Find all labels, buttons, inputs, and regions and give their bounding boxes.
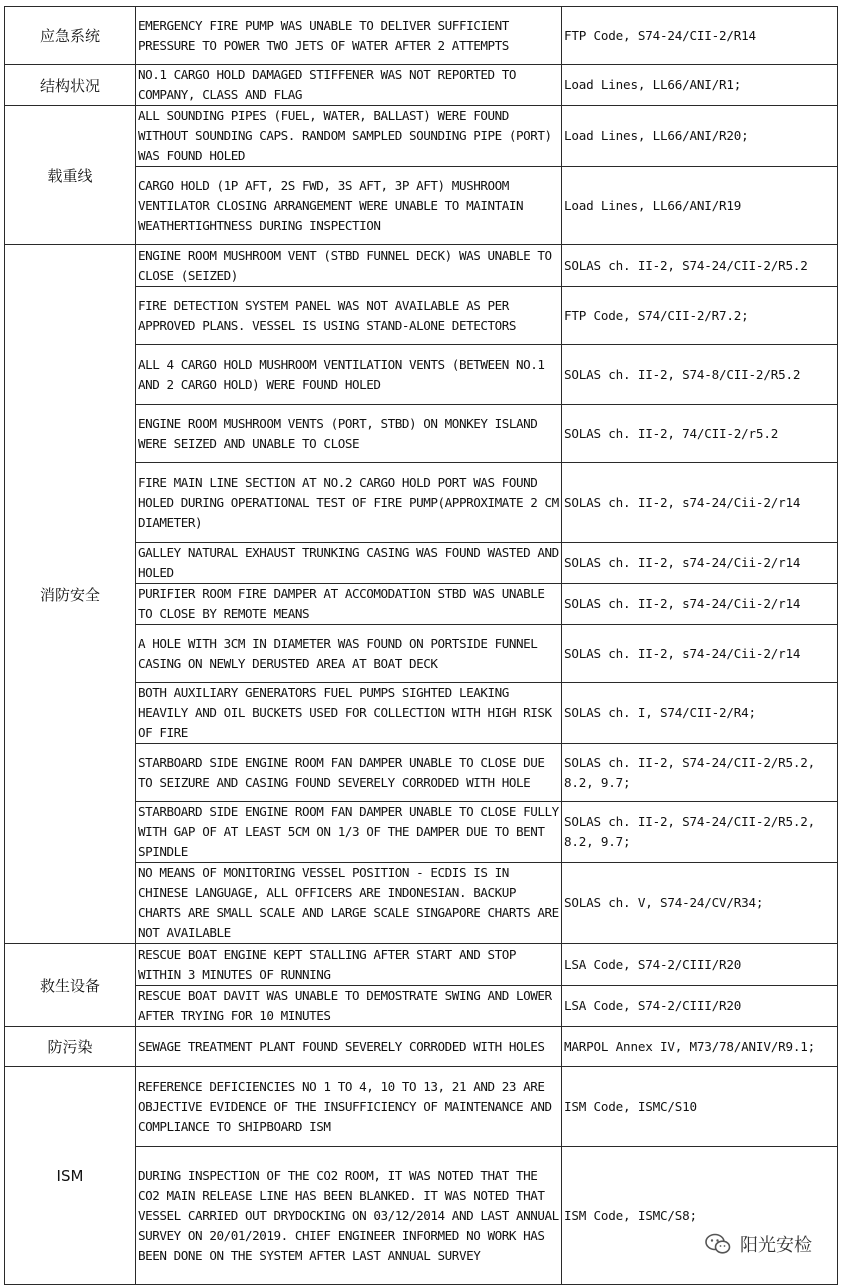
deficiency-description: FIRE MAIN LINE SECTION AT NO.2 CARGO HOLD PORT WAS FOUND HOLED DURING OPERATIONAL TEST OF FIRE PUMP(APPROXIMATE 2 CM DIAMETER) <box>136 463 562 543</box>
category-cell: 救生设备 <box>5 944 136 1027</box>
deficiency-description: RESCUE BOAT ENGINE KEPT STALLING AFTER START AND STOP WITHIN 3 MINUTES OF RUNNING <box>136 944 562 986</box>
regulation-reference: LSA Code, S74-2/CIII/R20 <box>562 986 838 1027</box>
regulation-reference: Load Lines, LL66/ANI/R19 <box>562 167 838 245</box>
watermark-text: 阳光安检 <box>740 1235 812 1256</box>
table-row <box>5 245 838 287</box>
deficiency-description: ENGINE ROOM MUSHROOM VENT (STBD FUNNEL DECK) WAS UNABLE TO CLOSE (SEIZED) <box>136 245 562 287</box>
table-row <box>5 944 838 986</box>
regulation-reference: Load Lines, LL66/ANI/R20; <box>562 106 838 167</box>
regulation-reference: Load Lines, LL66/ANI/R1; <box>562 65 838 106</box>
regulation-reference: SOLAS ch. II-2, 74/CII-2/r5.2 <box>562 405 838 463</box>
table-row <box>5 106 838 167</box>
regulation-reference: SOLAS ch. II-2, S74-24/CII-2/R5.2, 8.2, 9.7; <box>562 744 838 802</box>
regulation-reference: SOLAS ch. II-2, s74-24/Cii-2/r14 <box>562 584 838 625</box>
deficiency-description: STARBOARD SIDE ENGINE ROOM FAN DAMPER UNABLE TO CLOSE DUE TO SEIZURE AND CASING FOUND SEVERELY CORRODED WITH HOLE <box>136 744 562 802</box>
deficiency-description: ALL SOUNDING PIPES (FUEL, WATER, BALLAST) WERE FOUND WITHOUT SOUNDING CAPS. RANDOM SAMPLED SOUNDING PIPE (PORT) WAS FOUND HOLED <box>136 106 562 167</box>
regulation-reference: SOLAS ch. II-2, S74-24/CII-2/R5.2 <box>562 245 838 287</box>
category-cell: 应急系统 <box>5 7 136 65</box>
regulation-reference: SOLAS ch. II-2, S74-8/CII-2/R5.2 <box>562 345 838 405</box>
deficiency-description: STARBOARD SIDE ENGINE ROOM FAN DAMPER UNABLE TO CLOSE FULLY WITH GAP OF AT LEAST 5CM ON 1/3 OF THE DAMPER DUE TO BENT SPINDLE <box>136 802 562 863</box>
regulation-reference: SOLAS ch. V, S74-24/CV/R34; <box>562 863 838 944</box>
deficiency-description: PURIFIER ROOM FIRE DAMPER AT ACCOMODATION STBD WAS UNABLE TO CLOSE BY REMOTE MEANS <box>136 584 562 625</box>
deficiency-description: NO.1 CARGO HOLD DAMAGED STIFFENER WAS NOT REPORTED TO COMPANY, CLASS AND FLAG <box>136 65 562 106</box>
regulation-reference: SOLAS ch. II-2, s74-24/Cii-2/r14 <box>562 625 838 683</box>
category-cell: 结构状况 <box>5 65 136 106</box>
regulation-reference: LSA Code, S74-2/CIII/R20 <box>562 944 838 986</box>
deficiency-description: REFERENCE DEFICIENCIES NO 1 TO 4, 10 TO 13, 21 AND 23 ARE OBJECTIVE EVIDENCE OF THE INSUFFICIENCY OF MAINTENANCE AND COMPLIANCE TO SHIPBOARD ISM <box>136 1067 562 1147</box>
regulation-reference: MARPOL Annex IV, M73/78/ANIV/R9.1; <box>562 1027 838 1067</box>
deficiency-description: GALLEY NATURAL EXHAUST TRUNKING CASING WAS FOUND WASTED AND HOLED <box>136 543 562 584</box>
category-cell: ISM <box>5 1067 136 1285</box>
table-row <box>5 1027 838 1067</box>
regulation-reference: ISM Code, ISMC/S10 <box>562 1067 838 1147</box>
deficiency-description: SEWAGE TREATMENT PLANT FOUND SEVERELY CORRODED WITH HOLES <box>136 1027 562 1067</box>
deficiency-description: BOTH AUXILIARY GENERATORS FUEL PUMPS SIGHTED LEAKING HEAVILY AND OIL BUCKETS USED FOR COLLECTION WITH HIGH RISK OF FIRE <box>136 683 562 744</box>
watermark <box>700 1229 816 1259</box>
table-row <box>5 7 838 65</box>
regulation-reference: SOLAS ch. II-2, s74-24/Cii-2/r14 <box>562 543 838 584</box>
deficiency-description: DURING INSPECTION OF THE CO2 ROOM, IT WAS NOTED THAT THE CO2 MAIN RELEASE LINE HAS BEEN BLANKED. IT WAS NOTED THAT VESSEL CARRIED OUT DRYDOCKING ON 03/12/2014 AND LAST ANNUAL SURVEY ON 20/01/2019. CHIEF ENGINEER INFORMED NO WORK HAS BEEN DONE ON THE SYSTEM AFTER LAST ANNUAL SURVEY <box>136 1147 562 1285</box>
deficiency-description: A HOLE WITH 3CM IN DIAMETER WAS FOUND ON PORTSIDE FUNNEL CASING ON NEWLY DERUSTED AREA AT BOAT DECK <box>136 625 562 683</box>
deficiency-description: ALL 4 CARGO HOLD MUSHROOM VENTILATION VENTS (BETWEEN NO.1 AND 2 CARGO HOLD) WERE FOUND HOLED <box>136 345 562 405</box>
category-cell: 防污染 <box>5 1027 136 1067</box>
deficiency-description: CARGO HOLD (1P AFT, 2S FWD, 3S AFT, 3P AFT) MUSHROOM VENTILATOR CLOSING ARRANGEMENT WERE UNABLE TO MAINTAIN WEATHERTIGHTNESS DURING INSPECTION <box>136 167 562 245</box>
regulation-reference: SOLAS ch. II-2, s74-24/Cii-2/r14 <box>562 463 838 543</box>
wechat-icon <box>704 1232 732 1256</box>
deficiency-description: EMERGENCY FIRE PUMP WAS UNABLE TO DELIVER SUFFICIENT PRESSURE TO POWER TWO JETS OF WATER AFTER 2 ATTEMPTS <box>136 7 562 65</box>
deficiency-description: NO MEANS OF MONITORING VESSEL POSITION - ECDIS IS IN CHINESE LANGUAGE, ALL OFFICERS ARE INDONESIAN. BACKUP CHARTS ARE SMALL SCALE AND LARGE SCALE SINGAPORE CHARTS ARE NOT AVAILABLE <box>136 863 562 944</box>
category-cell: 消防安全 <box>5 245 136 944</box>
deficiency-description: FIRE DETECTION SYSTEM PANEL WAS NOT AVAILABLE AS PER APPROVED PLANS. VESSEL IS USING STAND-ALONE DETECTORS <box>136 287 562 345</box>
deficiency-description: ENGINE ROOM MUSHROOM VENTS (PORT, STBD) ON MONKEY ISLAND WERE SEIZED AND UNABLE TO CLOSE <box>136 405 562 463</box>
regulation-reference: SOLAS ch. II-2, S74-24/CII-2/R5.2, 8.2, 9.7; <box>562 802 838 863</box>
regulation-reference: FTP Code, S74/CII-2/R7.2; <box>562 287 838 345</box>
regulation-reference: SOLAS ch. I, S74/CII-2/R4; <box>562 683 838 744</box>
deficiency-description: RESCUE BOAT DAVIT WAS UNABLE TO DEMOSTRATE SWING AND LOWER AFTER TRYING FOR 10 MINUTES <box>136 986 562 1027</box>
regulation-reference: FTP Code, S74-24/CII-2/R14 <box>562 7 838 65</box>
table-row <box>5 65 838 106</box>
regulation-reference: ISM Code, ISMC/S8; <box>562 1147 838 1285</box>
table-row <box>5 1067 838 1147</box>
deficiency-table <box>4 6 838 1285</box>
category-cell: 载重线 <box>5 106 136 245</box>
